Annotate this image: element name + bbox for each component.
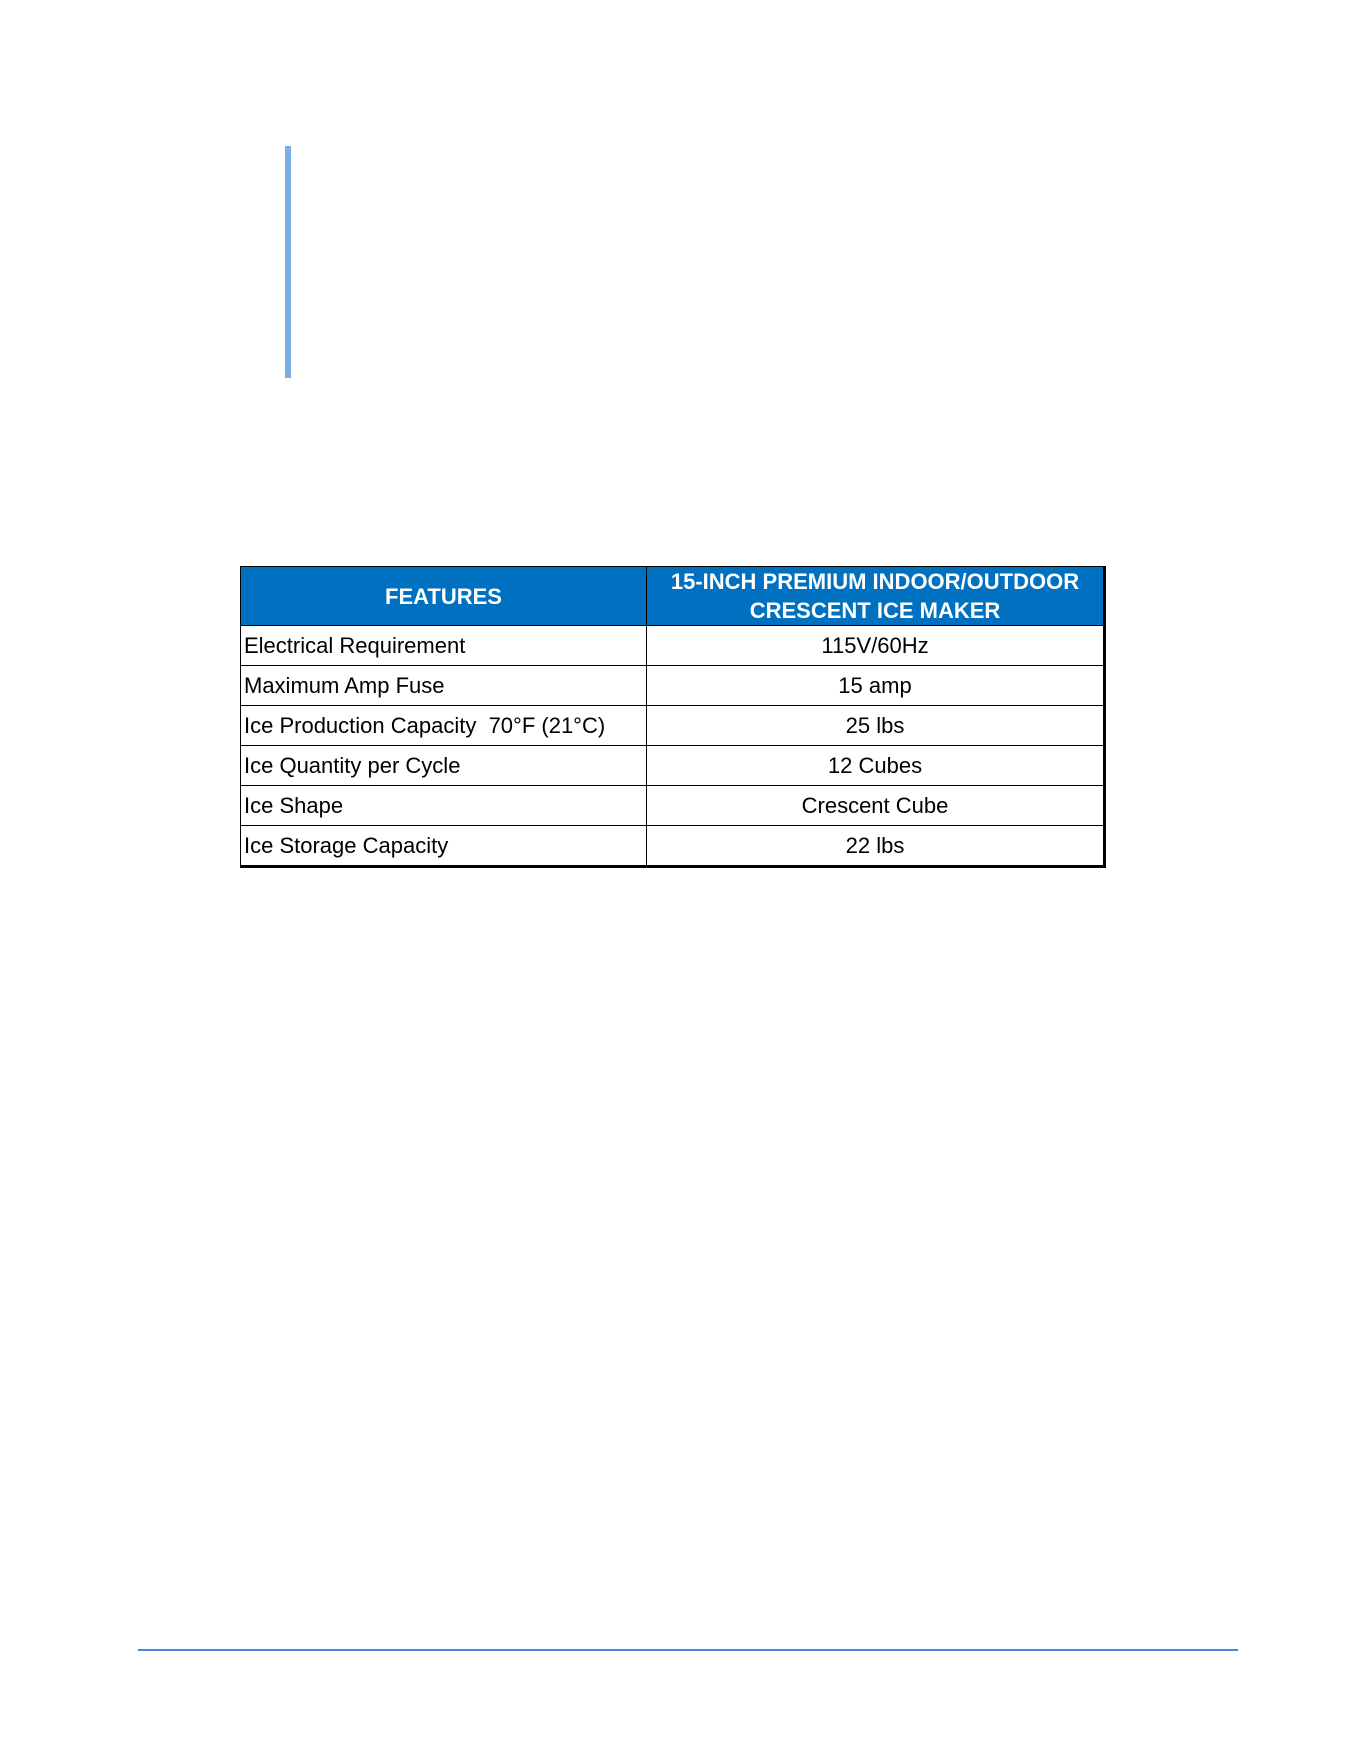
table-row [241, 826, 1105, 867]
feature-cell: Ice Shape [241, 786, 647, 826]
accent-bar [285, 146, 291, 378]
footer-divider [138, 1649, 1238, 1651]
product-header: 15-INCH PREMIUM INDOOR/OUTDOOR CRESCENT ICE MAKER [647, 567, 1105, 626]
feature-cell: Maximum Amp Fuse [241, 666, 647, 706]
feature-cell: Ice Storage Capacity [241, 826, 647, 867]
table-row [241, 666, 1105, 706]
value-cell: 15 amp [647, 666, 1105, 706]
value-cell: 22 lbs [647, 826, 1105, 867]
table-header-row [241, 567, 1105, 626]
table-row [241, 746, 1105, 786]
features-header: FEATURES [241, 567, 647, 626]
value-cell: 12 Cubes [647, 746, 1105, 786]
table-row [241, 706, 1105, 746]
table-row [241, 786, 1105, 826]
table-row [241, 626, 1105, 666]
feature-cell: Ice Quantity per Cycle [241, 746, 647, 786]
value-cell: 115V/60Hz [647, 626, 1105, 666]
feature-cell: Ice Production Capacity 70°F (21°C) [241, 706, 647, 746]
value-cell: 25 lbs [647, 706, 1105, 746]
feature-cell: Electrical Requirement [241, 626, 647, 666]
value-cell: Crescent Cube [647, 786, 1105, 826]
specifications-table [240, 566, 1106, 868]
